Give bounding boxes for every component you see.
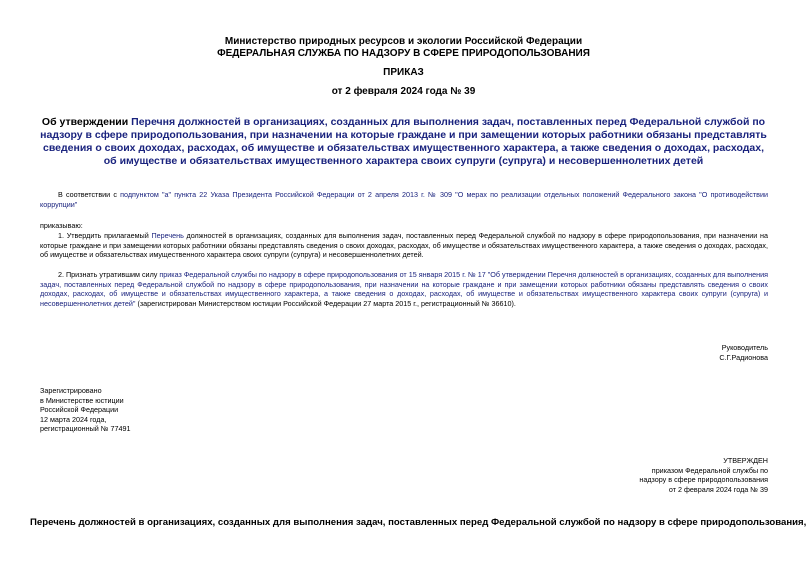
ministry-name: Министерство природных ресурсов и экологии Российской Федерации <box>224 36 583 47</box>
item-1-text: 1. Утвердить прилагаемый <box>58 231 152 240</box>
item-1-text-end: должностей в организациях, созданных для выполнения задач, поставленных перед Федеральной службой по надзору в сфере природопользования, при назначении на которые граждане и при замещении которых работники обязаны представлять сведения о своих доходах, расходах, об имуществе и обязательствах имущественного характера, а также сведения о доходах, расходах, об имуществе и обязательствах имущественного характера своих супруги (супруга) и несовершеннолетних детей. <box>40 231 768 259</box>
title-prefix: Об утверждении <box>41 116 132 128</box>
item-2 <box>40 270 768 308</box>
doc-date-number: от 2 февраля 2024 года № 39 <box>331 86 476 97</box>
signature-position: Руководитель <box>721 343 768 352</box>
registration-line-1: Зарегистрировано <box>40 386 102 395</box>
registration-block <box>40 386 130 434</box>
preamble-paragraph <box>40 190 768 209</box>
registration-line-2: в Министерстве юстиции <box>40 395 124 405</box>
item-2-text-end: (зарегистрирован Министерством юстиции Российской Федерации 27 марта 2015 г., регистрационный № 36610). <box>135 298 516 308</box>
signature-block <box>719 343 768 362</box>
document-title <box>40 116 767 168</box>
item-2-link[interactable]: приказ Федеральной службы по надзору в сфере природопользования от 15 января 2015 г. № 17 "Об утверждении Перечня должностей в организациях, созданных для выполнения задач, поставленных перед Федеральной службой по надзору в сфере природопользования, при назначении на которые граждане и при замещении которых работники обязаны представлять сведения о своих доходах, расходах, об имуществе и обязательствах имущественного характера, а также сведения о доходах, расходах, об имуществе и обязательствах имущественного характера своих супруги (супруга) и несовершеннолетних детей" <box>40 270 768 308</box>
item-1-link[interactable]: Перечень <box>151 231 184 240</box>
doc-type: ПРИКАЗ <box>383 67 424 78</box>
approved-line-2: приказом Федеральной службы по <box>651 465 768 475</box>
preamble-text: В соответствии с <box>58 190 121 199</box>
item-1 <box>40 231 768 260</box>
list-title: Перечень должностей в организациях, созданных для выполнения задач, поставленных перед Федеральной службой по надзору в сфере природопользования, <box>30 517 807 528</box>
registration-line-5: регистрационный № 77491 <box>40 424 131 433</box>
signature-name: С.Г.Радионова <box>719 352 768 362</box>
registration-line-3: Российской Федерации <box>40 405 119 414</box>
item-2-text: 2. Признать утратившим силу <box>58 270 160 279</box>
approved-line-4: от 2 февраля 2024 года № 39 <box>668 484 768 494</box>
approved-line-3: надзору в сфере природопользования <box>639 475 768 484</box>
registration-line-4: 12 марта 2024 года, <box>40 414 107 424</box>
decree-word: приказываю: <box>40 221 83 230</box>
preamble-link[interactable]: подпунктом "а" пункта 22 Указа Президента Российской Федерации от 2 апреля 2013 г. № 309 "О мерах по реализации отдельных положений Федерального закона "О противодействии коррупции" <box>40 190 768 209</box>
approved-block <box>639 456 768 494</box>
service-name: ФЕДЕРАЛЬНАЯ СЛУЖБА ПО НАДЗОРУ В СФЕРЕ ПРИРОДОПОЛЬЗОВАНИЯ <box>217 48 590 59</box>
approved-line-1: УТВЕРЖДЕН <box>723 456 768 465</box>
title-link[interactable]: Перечня должностей в организациях, созданных для выполнения задач, поставленных перед Федеральной службой по надзору в сфере природопользования, при назначении на которые граждане и при замещении которых работники обязаны представлять сведения о своих доходах, расходах, об имуществе и обязательствах имущественного характера, а также сведения о доходах, расходах, об имуществе и обязательствах имущественного характера своих супруги (супруга) и несовершеннолетних детей <box>40 116 767 167</box>
